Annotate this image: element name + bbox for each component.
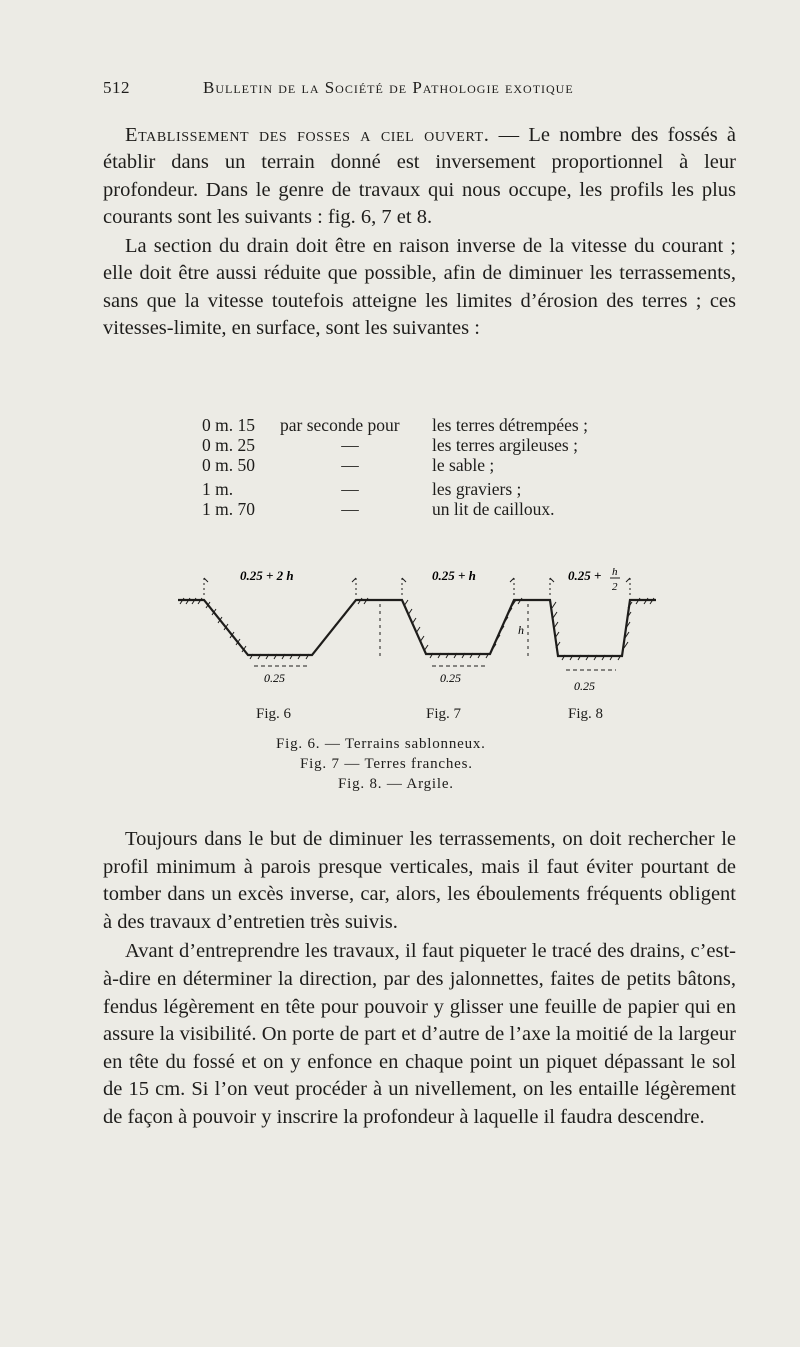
fig7-top-width-label: 0.25 + h xyxy=(432,568,476,583)
fig8-fraction-denominator: 2 xyxy=(612,581,618,593)
caption-fig8: Fig. 8. — Argile. xyxy=(338,776,454,792)
ditto-dash: — xyxy=(341,499,359,519)
fig7-profile xyxy=(376,578,530,666)
fig8-top-width-label: 0.25 + xyxy=(568,568,602,583)
section-title: Etablissement des fosses a ciel ouvert. xyxy=(125,124,490,146)
caption-fig7: Fig. 7 — Terres franches. xyxy=(300,756,473,772)
terrain-type: les terres détrempées ; xyxy=(432,415,588,435)
speed-value: 0 m. 15 xyxy=(202,415,255,435)
fig7-depth-label: h xyxy=(518,623,524,637)
speed-value: 0 m. 50 xyxy=(202,455,255,475)
paragraph-1-text: — Le nombre des fossés à établir dans un terrain donné est inversement proportionnel à leur profondeur. Dans le genre de travaux qui nous occupe, les profils les plus courants sont les suivants : fig. 6, 7 et 8. xyxy=(103,124,737,228)
paragraph-2: La section du drain doit être en raison inverse de la vitesse du courant ; elle doit être aussi réduite que possible, afin de diminuer les terrassements, sans que la vitesse toutefois atteigne les limites d’érosion des terres ; ces vitesses-limite, en surface, sont les suivantes : xyxy=(103,235,736,340)
paragraph-4: Avant d’entreprendre les travaux, il faut piqueter le tracé des drains, c’est-à-dire en déterminer la direction, par des jalonnettes, faites de petits bâtons, fendus légèrement en tête pour pouvoir y glisser une feuille de papier qui en assure la visibilité. On porte de part et d’autre de l’axe la moitié de la largeur en tête du fossé et on y enfonce en chaque point un piquet dépassant le sol de 15 cm. Si l’on veut procéder à un nivellement, on les entaille légèrement de façon à pouvoir y inscrire la profondeur à laquelle il faudra descendre. xyxy=(103,940,736,1128)
journal-title: Bulletin de la Société de Pathologie exotique xyxy=(203,78,574,97)
table-row xyxy=(202,455,662,475)
ditto-dash: — xyxy=(341,455,359,475)
section-intro xyxy=(103,122,736,342)
table-row xyxy=(202,499,662,519)
speed-value: 1 m. xyxy=(202,479,234,499)
page-number: 512 xyxy=(103,78,130,97)
table-row xyxy=(202,435,662,455)
fig8-label: Fig. 8 xyxy=(568,706,604,722)
paragraph-1 xyxy=(103,122,736,231)
fig8-fraction-numerator: h xyxy=(612,566,618,578)
section-continuation xyxy=(103,826,736,1132)
ditto-dash: — xyxy=(341,435,359,455)
fig7-bottom-width-label: 0.25 xyxy=(440,671,461,685)
terrain-type: les terres argileuses ; xyxy=(432,435,578,455)
fig7-label: Fig. 7 xyxy=(426,706,462,722)
fig6-bottom-width-label: 0.25 xyxy=(264,671,285,685)
fig6-top-width-label: 0.25 + 2 h xyxy=(240,568,294,583)
fig6-profile xyxy=(178,578,376,666)
paragraph-3: Toujours dans le but de diminuer les terrassements, on doit rechercher le profil minimum à parois presque verticales, mais il faut éviter pourtant de tomber dans un excès inverse, car, alors, les éboulements fréquents obligent à des travaux d’entretien très suivis. xyxy=(103,828,736,933)
terrain-type: les graviers ; xyxy=(432,479,522,499)
speed-value: 0 m. 25 xyxy=(202,435,255,455)
speed-limit-table xyxy=(202,415,662,519)
table-row xyxy=(202,479,662,499)
table-row xyxy=(202,415,662,435)
terrain-type: le sable ; xyxy=(432,455,495,475)
speed-value: 1 m. 70 xyxy=(202,499,255,519)
speed-unit-text: par seconde pour xyxy=(280,415,400,435)
terrain-type: un lit de cailloux. xyxy=(432,499,555,519)
fig6-label: Fig. 6 xyxy=(256,706,292,722)
caption-fig6: Fig. 6. — Terrains sablonneux. xyxy=(276,736,486,752)
ditto-dash: — xyxy=(341,479,359,499)
fig8-profile xyxy=(530,578,656,670)
fig8-bottom-width-label: 0.25 xyxy=(574,679,595,693)
